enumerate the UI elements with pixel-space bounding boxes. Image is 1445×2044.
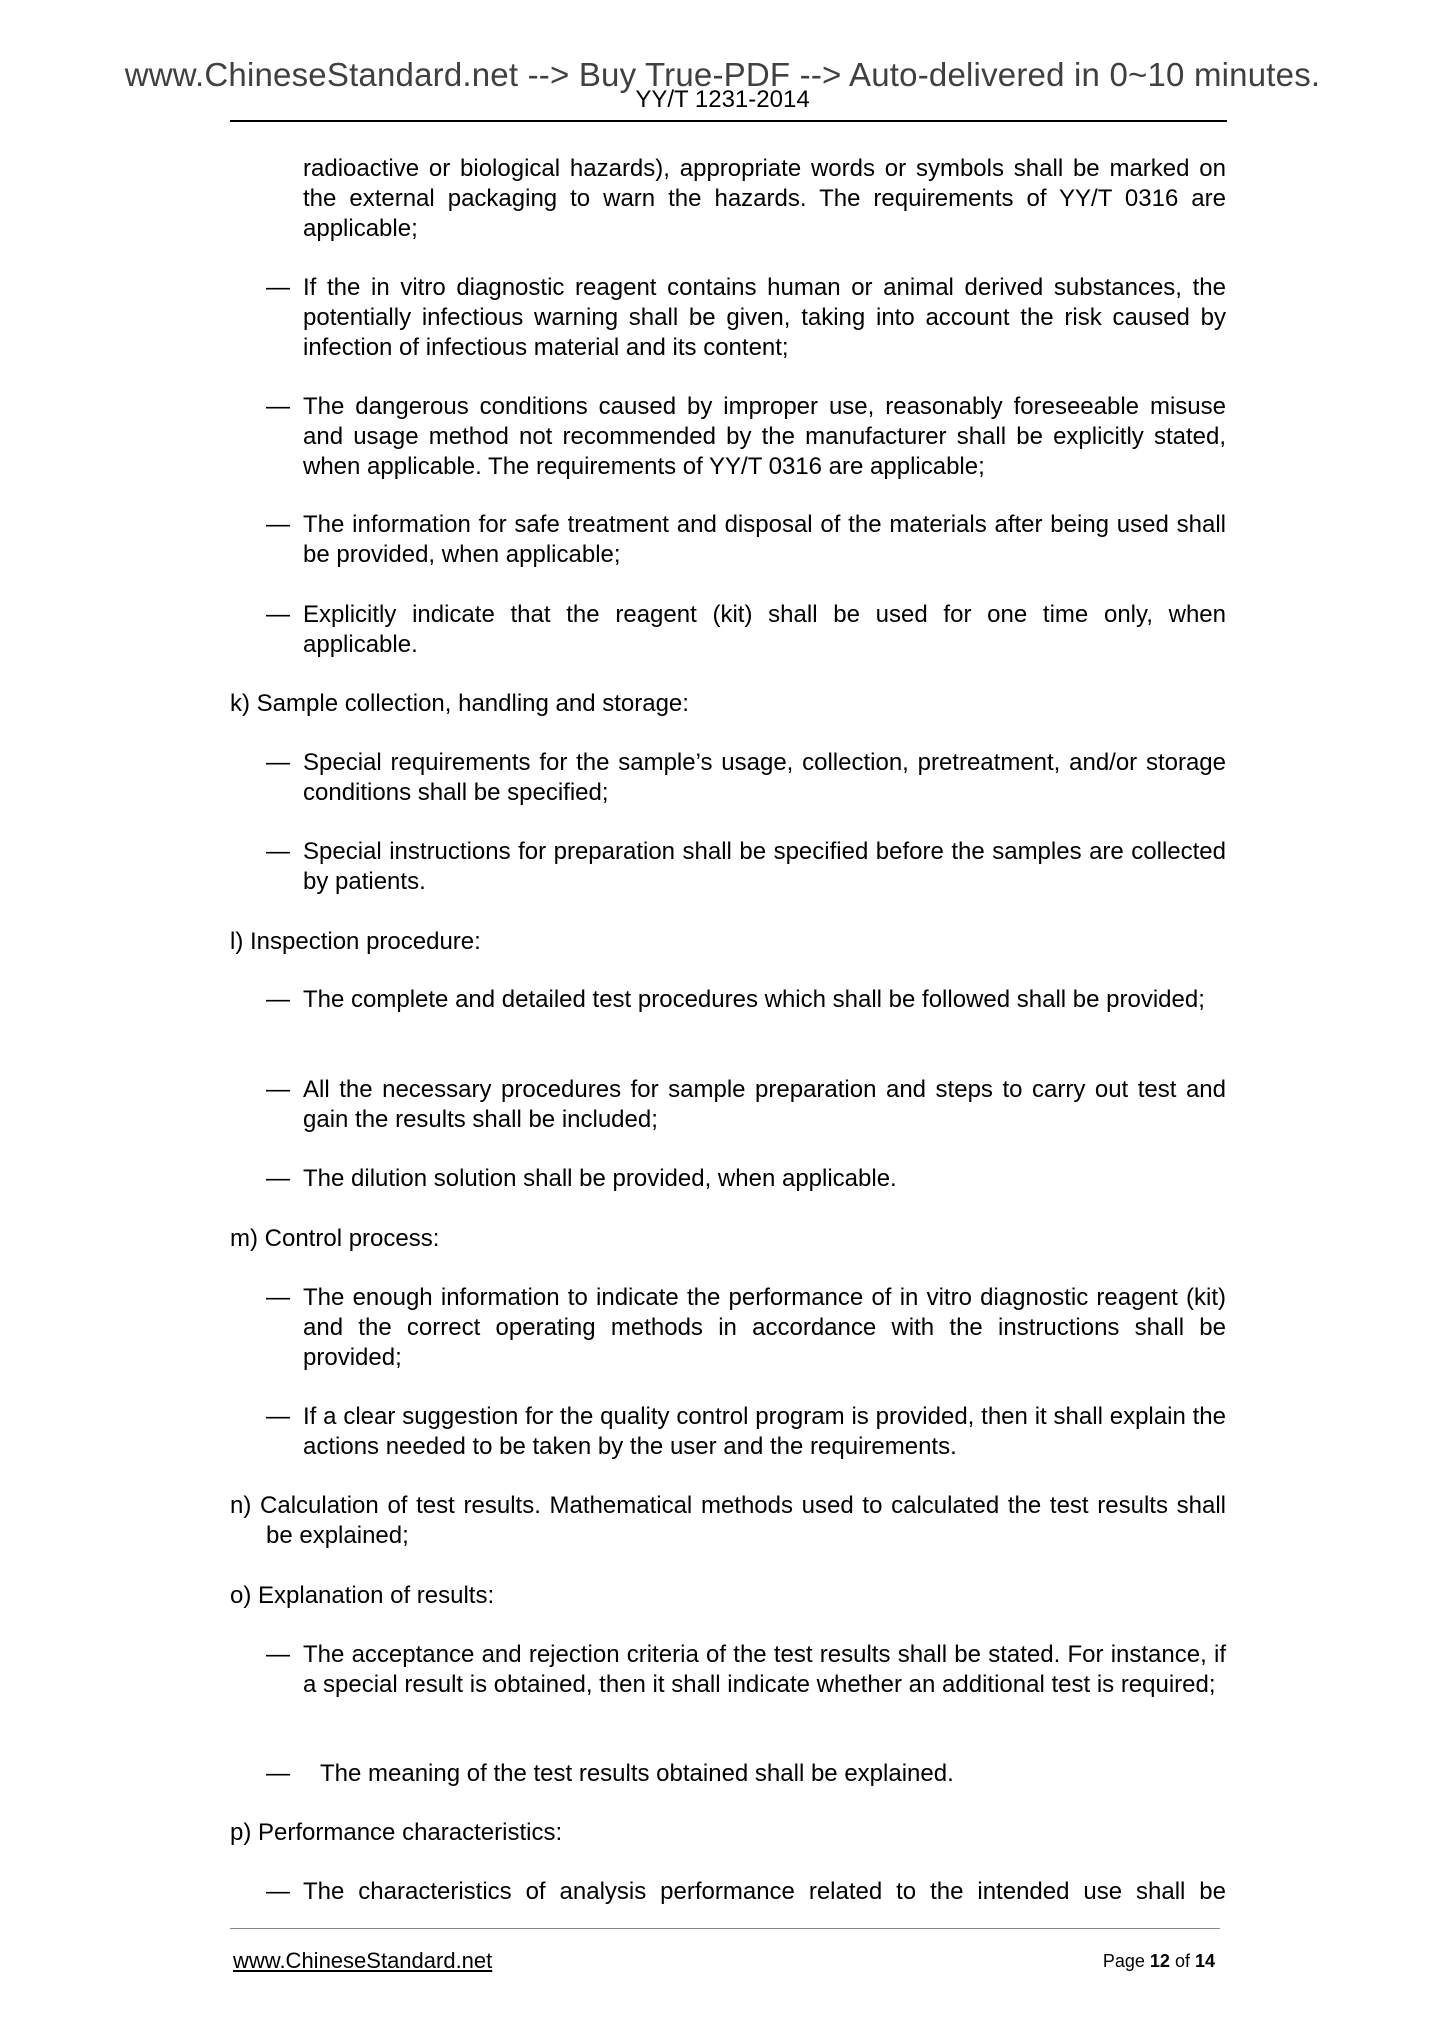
dash-bullet: — (266, 393, 290, 420)
continuation-paragraph: radioactive or biological hazards), appropriate words or symbols shall be marked on the external packaging to warn the hazards. The requirements of YY/T 0316 are applicable; (303, 155, 1226, 242)
footer-divider (230, 1928, 1220, 1929)
dash-bullet: — (266, 511, 290, 538)
dash-bullet: — (266, 1641, 290, 1668)
section-heading-o: o) Explanation of results: (230, 1582, 495, 1609)
dash-bullet: — (266, 1076, 290, 1103)
header-divider (230, 120, 1227, 122)
dash-bullet: — (266, 274, 290, 301)
page-label: Page (1102, 1951, 1145, 1971)
section-heading-k: k) Sample collection, handling and storage: (230, 690, 689, 717)
top-banner-link[interactable]: www.ChineseStandard.net --> Buy True-PDF --> Auto-delivered in 0~10 minutes. (124, 56, 1321, 93)
dash-bullet: — (266, 601, 290, 628)
dash-bullet: — (266, 1403, 290, 1430)
section-heading-l: l) Inspection procedure: (230, 928, 481, 955)
section-heading-n: n) Calculation of test results. Mathematical methods used to calculated the test results shall be explained; (230, 1492, 1226, 1549)
dash-bullet: — (266, 1284, 290, 1311)
dash-bullet: — (266, 1878, 290, 1905)
dash-bullet: — (266, 986, 290, 1013)
page-number (1103, 1951, 1215, 1972)
dash-bullet: — (266, 1760, 290, 1787)
page-total: 14 (1194, 1951, 1215, 1971)
dash-bullet: — (266, 838, 290, 865)
footer-website-link[interactable]: www.ChineseStandard.net (233, 1948, 493, 1973)
standard-code: YY/T 1231-2014 (635, 86, 810, 113)
page-of: of (1174, 1951, 1190, 1971)
section-heading-m: m) Control process: (230, 1225, 440, 1252)
dash-bullet: — (266, 749, 290, 776)
dash-bullet: — (266, 1165, 290, 1192)
page-current: 12 (1149, 1951, 1170, 1971)
section-heading-p: p) Performance characteristics: (230, 1819, 563, 1846)
